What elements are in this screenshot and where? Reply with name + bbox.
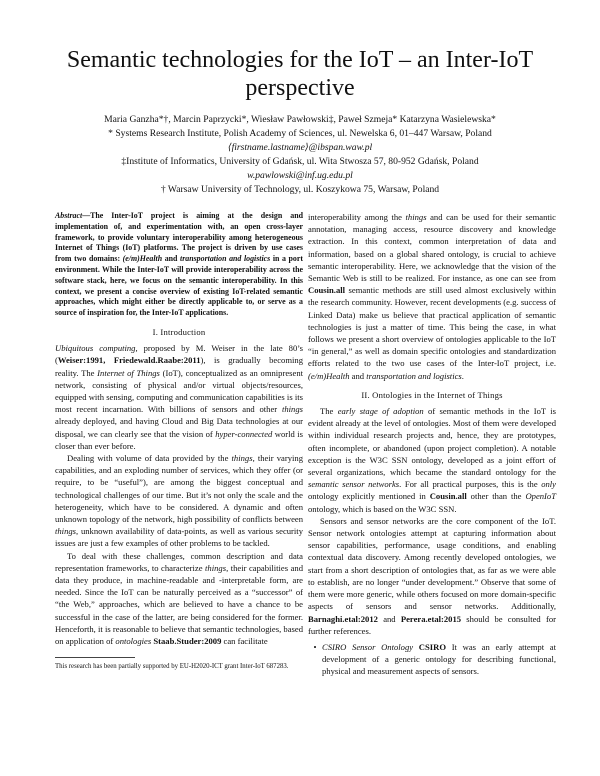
intro-paragraph-2: Dealing with volume of data provided by the things, their varying capabilities, and an exploding number of services, which they offer (or require, to be “useful”), are among the biggest conceptual and technological challenges of our time. But it’s not only the scale and the heterogeneity, which have to be considered. A dynamic and often unknown topology of the network, high possibility of conflicts between things, unknown availability of data-points, as well as various security issues are just a few examples of other problems to be tackled. [55,453,304,549]
bullet-icon: • [313,641,317,652]
list-item [308,641,556,678]
list-item-text: CSIRO Sensor Ontology CSIRO It was an early attempt at development of a generic ontology for describing functional, physical and measurement aspects of sensors. [322,641,556,677]
affiliation-1: * Systems Research Institute, Polish Academy of Sciences, ul. Newelska 6, 01–447 Warsaw, Poland [108,128,492,139]
section-heading-introduction: I. Introduction [152,326,206,337]
abstract: Abstract—The Inter-IoT project is aiming at the design and implementation of, and experimentation with, an open cross-layer framework, to provide voluntary interoperability among heterogeneous Internet of Things (IoT) platforms. The project is driven by use cases from two domains: (e/m)Health and transportation and logistics in a port environment. While the Inter-IoT will provide interoperability across the software stack, here, we focus on the semantic interoperability. In this context, we present a concise overview of existing IoT-related semantic approaches, which might either be directly applicable to, or serve as a source of inspiration for, the Inter-IoT applications. [55,211,303,318]
affiliation-2: ‡Institute of Informatics, University of Gdańsk, ul. Wita Stwosza 57, 80-952 Gdańsk, Poland [121,156,479,167]
intro-paragraph-4: interoperability among the things and can be used for their semantic annotation, managing access, resource discovery and knowledge extraction. In this context, common interpretation of data and information, based on a global shared ontology, is crucial to achieve semantic interoperability. Here, we acknowledge that the vision of the Semantic Web is still to be realized. For instance, as one can see from Cousin.all semantic methods are still used almost exclusively within the research community. However, recent developments (e.g. success of Linked Data) make us believe that practical application of semantic technologies is just a matter of time. This being the case, in what follows we present a short overview of ontologies applicable to the IoT “in general,” as well as domain specific ontologies and standardization efforts related to the two use cases of the Inter-IoT project, i.e. (e/m)Health and transportation and logistics. [308,212,556,381]
author-list: Maria Ganzha*†, Marcin Paprzycki*, Wiesław Pawłowski‡, Paweł Szmeja* Katarzyna Wasielewska* [104,114,496,125]
funding-footnote: This research has been partially supported by EU-H2020-ICT grant Inter-IoT 687283. [55,663,289,671]
ontologies-paragraph-2: Sensors and sensor networks are the core component of the IoT. Sensor network ontologies attempt at capturing information about sensor capabilities, performance, usage conditions, and enabling contextual data discovery. Among recently developed ontologies, we start from a short description of ontologies that, as far as we were able to establish, are no longer “under development.” Observe that some of them were more generic, while others focused on more domain-specific aspects of sensors and sensor networks. Additionally, Barnaghi.etal:2012 and Perera.etal:2015 should be consulted for further references. [308,515,556,636]
ontologies-paragraph-1: The early stage of adoption of semantic methods in the IoT is evident already at the level of ontologies. Most of them were developed within individual research projects and, hence, they are prototypes, often incomplete, or abandoned (upon project completion). A notable exception is the W3C SSN ontology, developed as a joint effort of several organizations, which became the standard ontology for the semantic sensor networks. For all practical purposes, this is the only ontology explicitly mentioned in Cousin.all other than the OpenIoT ontology, which is based on the W3C SSN. [308,406,557,514]
affiliation-3: † Warsaw University of Technology, ul. Koszykowa 75, Warsaw, Poland [160,184,440,195]
section-heading-ontologies: II. Ontologies in the Internet of Things [361,389,503,400]
right-column [308,211,556,678]
footnote-divider [55,657,135,658]
intro-paragraph-3: To deal with these challenges, common description and data representation frameworks, to characterize things, their capabilities and data they produce, in machine-readable and -interpretable form, are needed. Since the IoT can be naturally perceived as a “successor” of “the Web,” approaches, which are believed to have a chance to be successful in the case of the latter, are being considered for the former. Henceforth, it is reasonable to believe that semantic technologies, based on application of ontologies Staab.Studer:2009 can facilitate [55,550,303,647]
abstract-label: Abstract [55,211,83,220]
affiliation-2-email: w.pawlowski@inf.ug.edu.pl [247,170,353,181]
author-block [40,113,560,197]
paper-title: Semantic technologies for the IoT – an Inter-IoT perspective [66,47,534,101]
intro-paragraph-1: Ubiquitous computing, proposed by M. Weiser in the late 80’s (Weiser:1991, Friedewald.Raabe:2011), is gradually becoming reality. The Internet of Things (IoT), conceptualized as an omnipresent network, consisting of physical and/or virtual objects/resources, equipped with sensing, computing and communication capabilities is its most recent incarnation. With billions of sensors and other things already deployed, and having Cloud and Big Data technologies at our disposal, we can clearly see that the vision of hyper-connected world is closer than ever before. [55,343,304,451]
affiliation-1-email: ⟨firstname.lastname⟩@ibspan.waw.pl [227,142,373,153]
left-column [55,211,303,671]
